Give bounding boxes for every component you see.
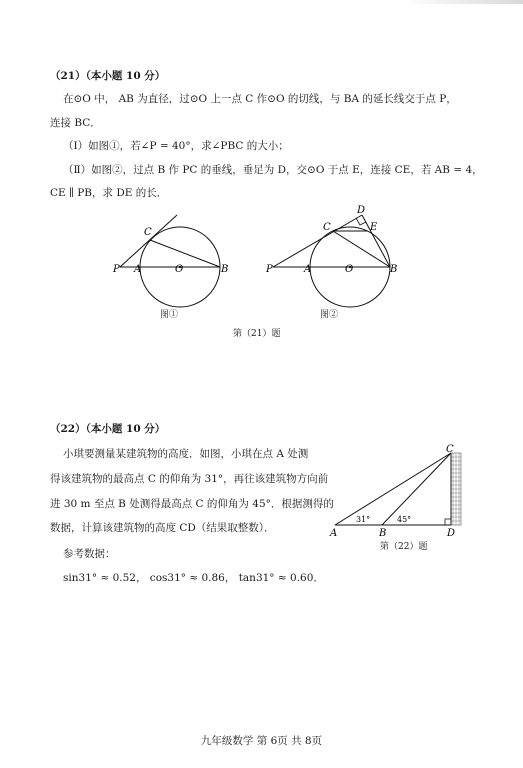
q21-line-3: （Ⅰ）如图①，若∠P = 40°，求∠PBC 的大小；: [63, 140, 289, 152]
angle-b-label: 45°: [397, 515, 412, 524]
q22-line-1: 小琪要测量某建筑物的高度．如图，小琪在点 A 处测: [63, 448, 309, 460]
q22-line-4: 数据，计算该建筑物的高度 CD（结果取整数）．: [50, 522, 275, 534]
q22-line-3: 进 30 m 至点 B 处测得最高点 C 的仰角为 45°．根据测得的: [50, 498, 334, 510]
label-d: D: [447, 528, 456, 538]
label-a: A: [134, 264, 142, 275]
angle-a-label: 31°: [356, 515, 371, 524]
q22-ref-title: 参考数据：: [63, 548, 116, 560]
page-footer: 九年级数学 第 6页 共 8页: [200, 735, 323, 747]
q21-figure-2: [265, 203, 400, 312]
q22-line-2: 得该建筑物的最高点 C 的仰角为 31°，再往该建筑物方向前: [50, 473, 329, 485]
chord-cb: [333, 231, 390, 267]
label-a: A: [330, 528, 338, 538]
q21-figure-1-caption: 图①: [160, 310, 179, 320]
q21-line-2: 连接 BC．: [50, 117, 101, 129]
label-c: C: [446, 444, 454, 455]
q21-figure-caption: 第（21）题: [233, 329, 281, 339]
label-p: P: [266, 264, 273, 275]
q22-figure: [325, 443, 470, 542]
label-b: B: [221, 264, 229, 275]
q21-figure-1: [110, 208, 230, 312]
tangent-pc: [120, 215, 177, 267]
q21-header: （21）（本小题 10 分）: [50, 70, 166, 82]
label-e: E: [370, 222, 378, 233]
scan-shadow: [403, 0, 523, 4]
label-c: C: [323, 222, 331, 233]
label-a: A: [304, 264, 312, 275]
q21-line-4: （Ⅱ）如图②，过点 B 作 PC 的垂线，垂足为 D，交⊙O 于点 E，连接 CE，若 AB = 4，: [63, 164, 483, 176]
q22-ref-values: sin31° ≈ 0.52， cos31° ≈ 0.86， tan31° ≈ 0.60．: [63, 572, 324, 584]
right-angle-mark: [445, 519, 451, 525]
chord-cb: [150, 240, 220, 267]
q21-line-1: 在⊙O 中， AB 为直径，过⊙O 上一点 C 作⊙O 的切线，与 BA 的延长线交于点 P，: [63, 93, 457, 105]
label-o: O: [175, 264, 184, 275]
label-p: P: [113, 264, 120, 275]
q22-header: （22）（本小题 10 分）: [50, 423, 166, 435]
label-b: B: [379, 528, 387, 538]
q22-figure-caption: 第（22）题: [380, 542, 428, 552]
label-b: B: [390, 264, 398, 275]
q21-figure-2-caption: 图②: [320, 310, 339, 320]
label-d: D: [357, 205, 366, 216]
label-o: O: [345, 264, 354, 275]
q21-line-5: CE ∥ PB，求 DE 的长．: [50, 187, 168, 199]
label-c: C: [144, 227, 152, 238]
